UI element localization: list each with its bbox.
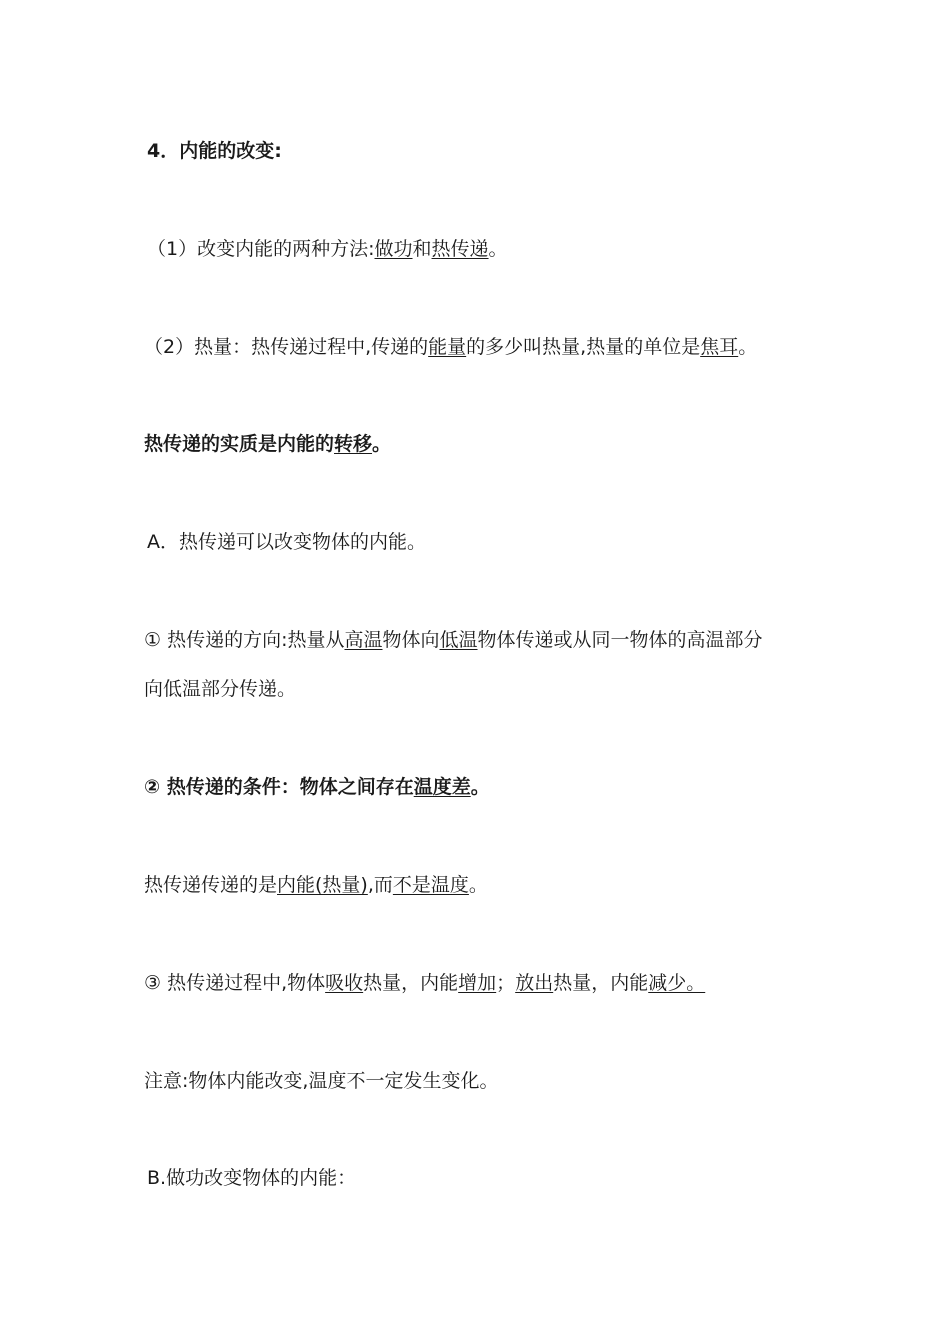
point-3 (144, 971, 705, 995)
term-not-temperature: 不是温度 (392, 874, 469, 896)
subsection-b-text: B.做功改变物体的内能： (147, 1167, 357, 1189)
point-3-mid-1: 热量，内能 (363, 972, 459, 994)
section-heading (147, 139, 282, 163)
point-3-mid-2: 热量，内能 (553, 972, 649, 994)
item-1-end: 。 (488, 238, 508, 260)
point-1 (144, 628, 763, 652)
subsection-a-text: A．热传递可以改变物体的内能。 (147, 531, 426, 553)
transfer-statement (144, 873, 488, 897)
item-2-end: 。 (738, 336, 758, 358)
point-2-end: 。 (470, 776, 490, 798)
point-1-middle: 物体向 (382, 629, 440, 651)
essence-statement (144, 432, 391, 456)
term-joule: 焦耳 (700, 336, 739, 358)
transfer-prefix: 热传递传递的是 (144, 874, 278, 896)
item-1-prefix: （1）改变内能的两种方法: (147, 238, 375, 260)
term-temp-difference: 温度差 (413, 776, 471, 798)
term-transfer: 转移 (334, 433, 373, 455)
term-release: 放出 (515, 972, 554, 994)
point-2 (144, 775, 490, 799)
point-1-line-2: 向低温部分传递。 (144, 678, 297, 700)
term-work: 做功 (374, 238, 413, 260)
transfer-middle: ,而 (367, 874, 393, 896)
term-increase: 增加 (458, 972, 497, 994)
point-1-continuation (144, 677, 296, 701)
term-decrease: 减少。 (648, 972, 706, 994)
term-low-temp: 低温 (439, 629, 478, 651)
item-2-middle: 的多少叫热量,热量的单位是 (466, 336, 701, 358)
essence-end: 。 (372, 433, 392, 455)
item-2 (144, 335, 757, 359)
transfer-end: 。 (468, 874, 488, 896)
term-absorb: 吸收 (325, 972, 364, 994)
term-internal-energy: 内能(热量) (277, 874, 368, 896)
item-2-prefix: （2）热量：热传递过程中,传递的 (144, 336, 429, 358)
item-1 (147, 237, 508, 261)
subsection-a (147, 530, 426, 554)
note (144, 1069, 498, 1093)
item-1-and: 和 (412, 238, 432, 260)
subsection-b (147, 1166, 356, 1190)
point-3-prefix: ③ 热传递过程中,物体 (144, 972, 326, 994)
point-1-prefix: ① 热传递的方向:热量从 (144, 629, 345, 651)
term-high-temp: 高温 (344, 629, 383, 651)
term-heat-transfer: 热传递 (431, 238, 489, 260)
note-text: 注意:物体内能改变,温度不一定发生变化。 (144, 1070, 499, 1092)
point-1-rest: 物体传递或从同一物体的高温部分 (477, 629, 763, 651)
point-3-separator: ； (496, 972, 516, 994)
point-2-prefix: ② 热传递的条件：物体之间存在 (144, 776, 414, 798)
essence-prefix: 热传递的实质是内能的 (144, 433, 335, 455)
term-energy: 能量 (428, 336, 467, 358)
heading-text: 4．内能的改变: (147, 140, 282, 162)
